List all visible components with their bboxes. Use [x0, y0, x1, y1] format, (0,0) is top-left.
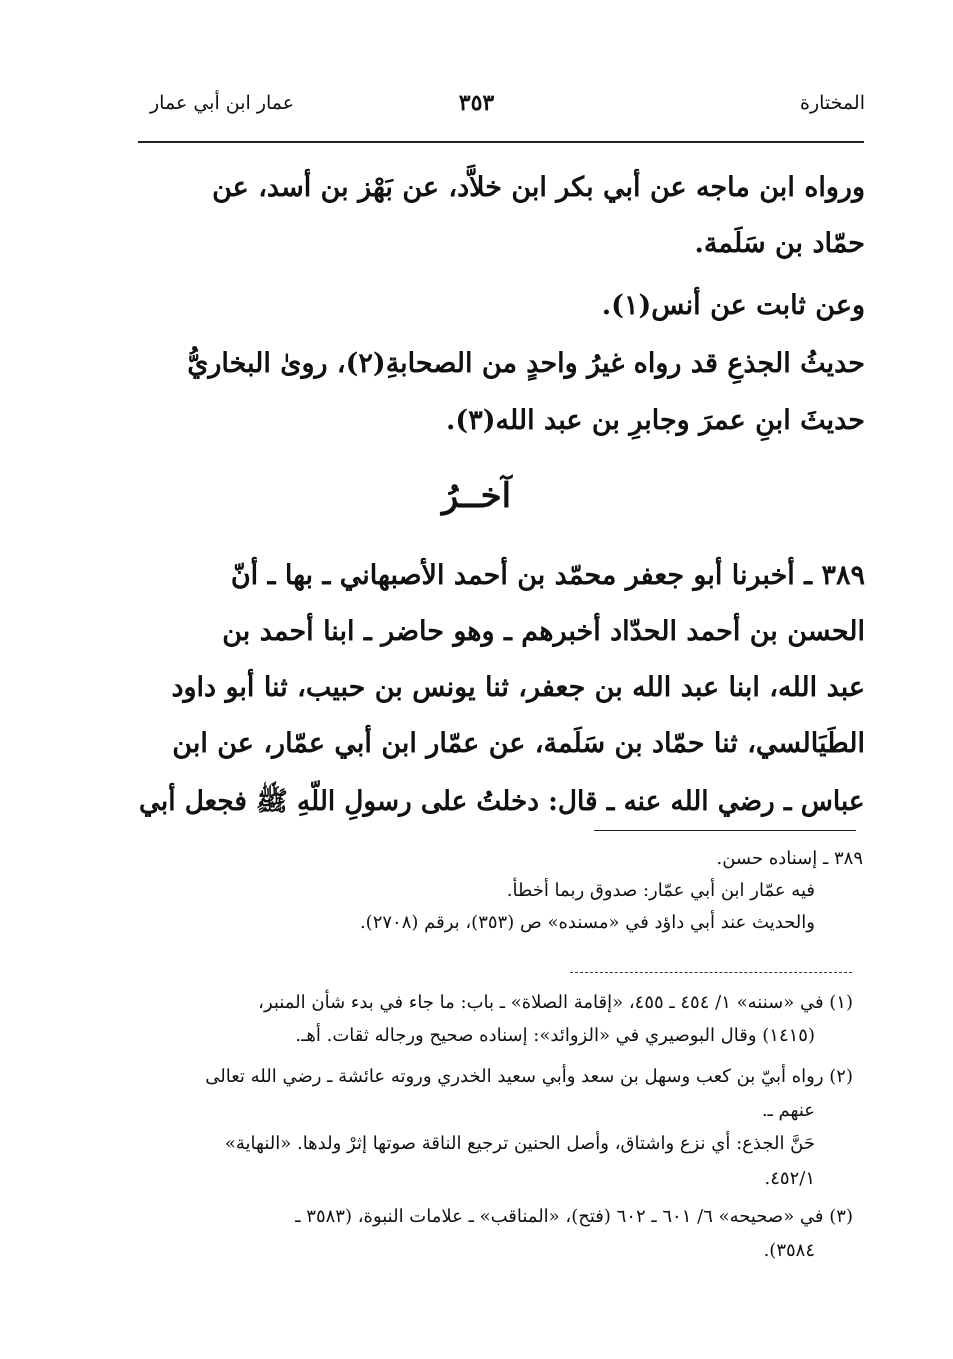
- footnote-separator: [594, 830, 856, 831]
- footnote-line: ٣٨٩ ـ إسناده حسن.: [716, 848, 863, 869]
- body-line: حمّاد بن سَلَمة.: [694, 228, 865, 259]
- footnote-line: عنهم ـ.: [761, 1100, 815, 1121]
- running-header-left: عمار ابن أبي عمار: [150, 92, 295, 114]
- running-header-right: المختارة: [800, 92, 865, 114]
- body-line: ورواه ابن ماجه عن أبي بكر ابن خلاَّد، عن بَهْز بن أسد، عن: [212, 172, 865, 203]
- footnote-line: والحديث عند أبي داؤد في «مسنده» ص (٣٥٣)، برقم (٢٧٠٨).: [359, 912, 815, 933]
- header-rule: [138, 141, 864, 143]
- body-line: حديثُ الجذعِ قد رواه غيرُ واحدٍ من الصحابةِ(٢)، روىٰ البخاريُّ: [187, 348, 865, 379]
- footnote-line: (٢) رواه أبيّ بن كعب وسهل بن سعد وأبي سعيد الخدري وروته عائشة ـ رضي الله تعالى: [205, 1066, 853, 1087]
- body-line: وعن ثابت عن أنس(١).: [601, 290, 865, 321]
- footnote-line: ٤٥٢/١.: [764, 1168, 815, 1189]
- hadith-line: الطَيَالسي، ثنا حمّاد بن سَلَمة، عن عمّار ابن أبي عمّار، عن ابن: [172, 728, 865, 759]
- hadith-line: عبد الله، ابنا عبد الله بن جعفر، ثنا يونس بن حبيب، ثنا أبو داود: [171, 672, 865, 703]
- page-number: ٣٥٣: [458, 90, 495, 116]
- hadith-line: الحسن بن أحمد الحدّاد أخبرهم ـ وهو حاضر ـ ابنا أحمد بن: [222, 616, 865, 647]
- hadith-line: عباس ـ رضي الله عنه ـ قال: دخلتُ على رسولِ اللّهِ ﷺ فجعل أبي: [139, 786, 865, 817]
- footnote-line: (١٤١٥) وقال البوصيري في «الزوائد»: إسناده صحيح ورجاله ثقات. أهـ.: [295, 1025, 815, 1046]
- section-heading: آخــرُ: [441, 476, 512, 516]
- footnote-line: (٣) في «صحيحه» ٦/ ٦٠١ ـ ٦٠٢ (فتح)، «المناقب» ـ علامات النبوة، (٣٥٨٣ ـ: [295, 1206, 853, 1227]
- footnote-line: ٣٥٨٤).: [763, 1240, 815, 1261]
- footnote-dashed-separator: [570, 972, 852, 973]
- footnote-line: فيه عمّار ابن أبي عمّار: صدوق ربما أخطأ.: [506, 880, 815, 901]
- footnote-line: حَنَّ الجذع: أي نزع واشتاق، وأصل الحنين ترجيع الناقة صوتها إثرْ ولدها. «النهاية»: [224, 1133, 815, 1154]
- hadith-line: ٣٨٩ ـ أخبرنا أبو جعفر محمّد بن أحمد الأصبهاني ـ بها ـ أنّ: [230, 560, 865, 591]
- body-line: حديثَ ابنِ عمرَ وجابرِ بن عبد الله(٣).: [446, 405, 865, 436]
- footnote-line: (١) في «سننه» ١/ ٤٥٤ ـ ٤٥٥، «إقامة الصلاة» ـ باب: ما جاء في بدء شأن المنبر،: [258, 992, 853, 1013]
